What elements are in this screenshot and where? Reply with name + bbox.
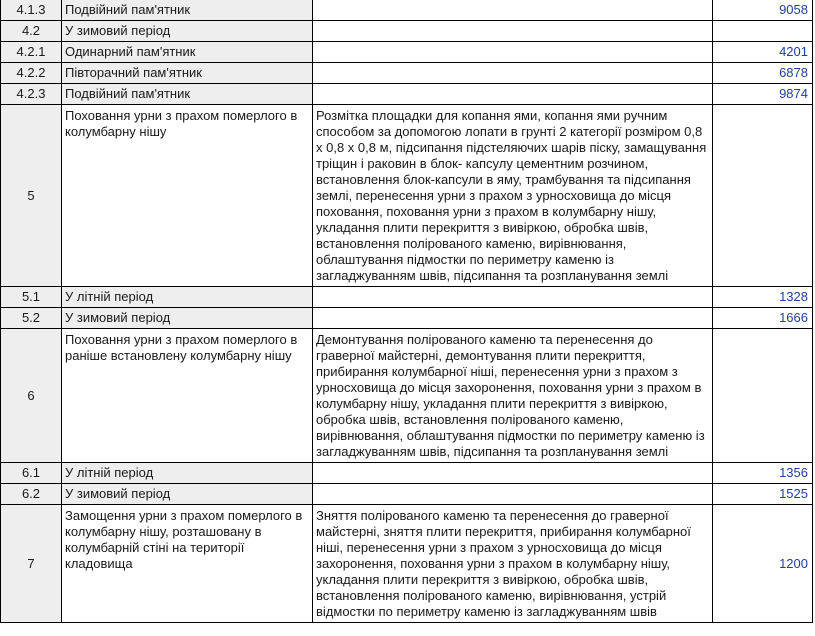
service-name: Півторачний пам'ятник bbox=[62, 63, 313, 84]
work-description: Демонтування полірованого каменю та перенесення до граверної майстерні, демонтування плити перекриття, прибирання колумбарної ніші, перенесення урни з прахом з урносховища до місця захоронення, поховання урни з прахом в колумбарну нішу, укладання плити перекриття з вивіркою, обробка швів, встановлення полірованого каменю, вирівнювання, облаштування підмостки по периметру каменю із загладжуванням швів, підсипання та розпланування землі bbox=[313, 329, 713, 463]
table-row bbox=[1, 484, 813, 505]
work-description: Зняття полірованого каменю та перенесення до граверної майстерні, зняття плити перекриття, прибирання колумбарної ніші, перенесення урни з прахом з урносховища до місця захоронення, поховання урни з прахом в колумбарну нішу, укладання плити перекриття з вивіркою, обробка швів, встановлення полірованого каменю, вирівнювання, устрій відмостки по периметру каменю із загладжуванням швів bbox=[313, 505, 713, 623]
table-row bbox=[1, 21, 813, 42]
price-value: 9058 bbox=[713, 0, 813, 21]
table-row bbox=[1, 0, 813, 21]
row-number: 4.2 bbox=[1, 21, 62, 42]
price-value: 1200 bbox=[713, 505, 813, 623]
row-number: 4.2.2 bbox=[1, 63, 62, 84]
price-value: 1666 bbox=[713, 308, 813, 329]
work-description bbox=[313, 42, 713, 63]
service-name: Поховання урни з прахом померлого в колумбарну нішу bbox=[62, 105, 313, 287]
price-value: 1328 bbox=[713, 287, 813, 308]
table-row bbox=[1, 463, 813, 484]
table-row bbox=[1, 329, 813, 463]
work-description bbox=[313, 21, 713, 42]
row-number: 4.2.1 bbox=[1, 42, 62, 63]
work-description bbox=[313, 484, 713, 505]
row-number: 5 bbox=[1, 105, 62, 287]
service-name: Подвійний пам'ятник bbox=[62, 0, 313, 21]
work-description bbox=[313, 84, 713, 105]
price-value bbox=[713, 105, 813, 287]
work-description bbox=[313, 63, 713, 84]
service-name: Замощення урни з прахом померлого в колумбарну нішу, розташовану в колумбарній стіні на території кладовища bbox=[62, 505, 313, 623]
table-row bbox=[1, 287, 813, 308]
row-number: 6.2 bbox=[1, 484, 62, 505]
service-name: Поховання урни з прахом померлого в раніше встановлену колумбарну нішу bbox=[62, 329, 313, 463]
work-description bbox=[313, 287, 713, 308]
row-number: 5.1 bbox=[1, 287, 62, 308]
row-number: 4.2.3 bbox=[1, 84, 62, 105]
table-row bbox=[1, 42, 813, 63]
service-name: У літній період bbox=[62, 287, 313, 308]
work-description: Розмітка площадки для копання ями, копання ями ручним способом за допомогою лопати в грунті 2 категорії розміром 0,8 х 0,8 х 0,8 м, підсипання підстеляючих шарів піску, замащування тріщин і раковин в блок- капсулу цементним розчином, встановлення блок-капсули в яму, трамбування та підсипання землі, перенесення урни з прахом з урносховища до місця поховання, поховання урни з прахом в колумбарну нішу, укладання плити перекриття з вивіркою, обробка швів, встановлення полірованого каменю, вирівнювання, облаштування підмостки по периметру каменю із загладжуванням швів, підсипання та розпланування землі bbox=[313, 105, 713, 287]
service-name: Подвійний пам'ятник bbox=[62, 84, 313, 105]
service-name: У зимовий період bbox=[62, 308, 313, 329]
work-description bbox=[313, 308, 713, 329]
service-name: У літній період bbox=[62, 463, 313, 484]
table-row bbox=[1, 63, 813, 84]
price-value: 9874 bbox=[713, 84, 813, 105]
work-description bbox=[313, 463, 713, 484]
price-value: 1525 bbox=[713, 484, 813, 505]
price-value bbox=[713, 21, 813, 42]
table-row bbox=[1, 308, 813, 329]
price-value: 6878 bbox=[713, 63, 813, 84]
row-number: 6.1 bbox=[1, 463, 62, 484]
price-value: 1356 bbox=[713, 463, 813, 484]
table-row bbox=[1, 84, 813, 105]
row-number: 5.2 bbox=[1, 308, 62, 329]
service-name: У зимовий період bbox=[62, 484, 313, 505]
work-description bbox=[313, 0, 713, 21]
row-number: 6 bbox=[1, 329, 62, 463]
price-value: 4201 bbox=[713, 42, 813, 63]
row-number: 4.1.3 bbox=[1, 0, 62, 21]
table-row bbox=[1, 105, 813, 287]
service-name: Одинарний пам'ятник bbox=[62, 42, 313, 63]
service-name: У зимовий період bbox=[62, 21, 313, 42]
price-value bbox=[713, 329, 813, 463]
row-number: 7 bbox=[1, 505, 62, 623]
table-row bbox=[1, 505, 813, 623]
